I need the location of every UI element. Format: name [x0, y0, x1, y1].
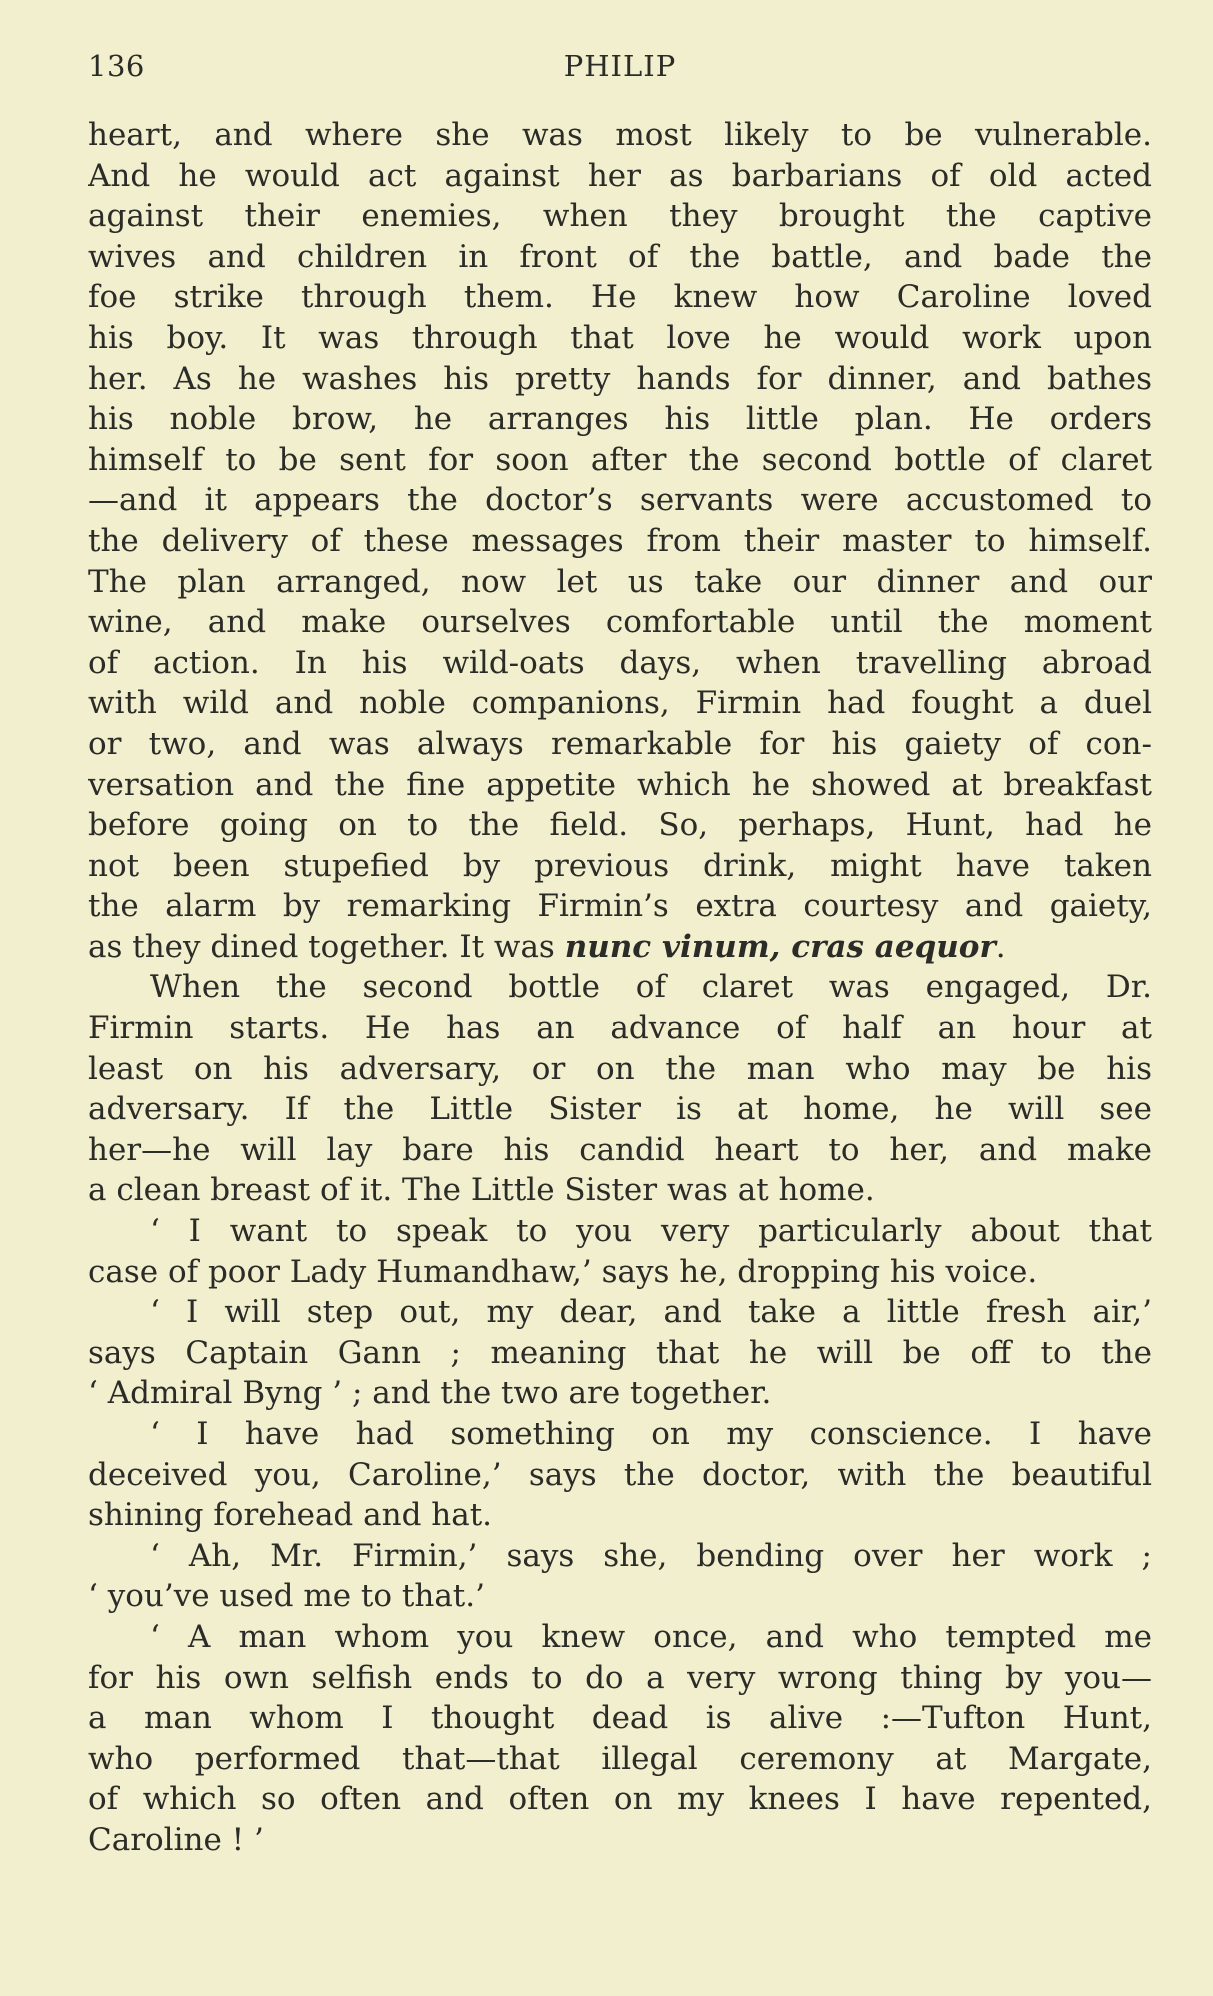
paragraph-start-line: ‘ I will step out, my dear, and take a little fresh air,’ [150, 1294, 1152, 1331]
text-segment: as they dined together. It was [88, 928, 565, 965]
text-line: of action. In his wild-oats days, when travelling abroad [88, 644, 1152, 681]
text-line: versation and the fine appetite which he showed at breakfast [88, 766, 1152, 803]
text-line: a clean breast of it. The Little Sister was at home. [88, 1172, 875, 1209]
text-line: says Captain Gann ; meaning that he will be off to the [88, 1334, 1152, 1371]
running-head: PHILIP [563, 49, 677, 83]
page-header [88, 46, 1152, 86]
text-line: Firmin starts. He has an advance of half an hour at [88, 1010, 1152, 1047]
text-line: himself to be sent for soon after the second bottle of claret [88, 441, 1152, 478]
text-line: against their enemies, when they brought the captive [88, 198, 1152, 235]
text-line: of which so often and often on my knees I have repented, [88, 1781, 1152, 1818]
text-line: before going on to the field. So, perhaps, Hunt, had he [88, 807, 1152, 844]
paragraph-start-line: ‘ I have had something on my conscience. I have [150, 1416, 1152, 1452]
text-line: wives and children in front of the battle, and bade the [88, 238, 1152, 275]
text-line: wine, and make ourselves comfortable until the moment [88, 604, 1152, 641]
text-line: for his own selfish ends to do a very wrong thing by you— [88, 1659, 1152, 1696]
text-line: ‘ Admiral Byng ’ ; and the two are together. [88, 1375, 772, 1412]
text-line: or two, and was always remarkable for his gaiety of con- [88, 725, 1152, 762]
text-line: foe strike through them. He knew how Caroline loved [88, 279, 1152, 316]
text-line: —and it appears the doctor’s servants were accustomed to [88, 482, 1152, 519]
page-number: 136 [88, 49, 145, 83]
text-line: the delivery of these messages from their master to himself. [88, 522, 1152, 559]
text-line-with-italic [88, 927, 1152, 968]
text-line: his noble brow, he arranges his little plan. He orders [88, 401, 1152, 438]
text-line: case of poor Lady Humandhaw,’ says he, dropping his voice. [88, 1253, 1038, 1290]
paragraph-start-line: ‘ Ah, Mr. Firmin,’ says she, bending over her work ; [150, 1537, 1152, 1574]
text-line: The plan arranged, now let us take our dinner and our [88, 563, 1152, 600]
text-line: who performed that—that illegal ceremony at Margate, [88, 1740, 1152, 1777]
paragraph-start-line: ‘ A man whom you knew once, and who tempted me [150, 1618, 1152, 1655]
text-line: deceived you, Caroline,’ says the doctor, with the beautiful [88, 1456, 1152, 1493]
text-line: her. As he washes his pretty hands for dinner, and bathes [88, 360, 1152, 397]
paragraph-start-line: ‘ I want to speak to you very particularly about that [150, 1213, 1152, 1250]
text-line: shining forehead and hat. [88, 1497, 493, 1534]
text-line: Caroline ! ’ [88, 1821, 264, 1858]
body-text [88, 115, 1152, 1861]
text-line: And he would act against her as barbarians of old acted [88, 157, 1152, 194]
text-line: ‘ you’ve used me to that.’ [88, 1578, 485, 1615]
text-line: adversary. If the Little Sister is at home, he will see [88, 1091, 1152, 1128]
text-line: the alarm by remarking Firmin’s extra courtesy and gaiety, [88, 888, 1152, 925]
text-line: not been stupefied by previous drink, might have taken [88, 847, 1152, 884]
text-line: heart, and where she was most likely to be vulnerable. [88, 117, 1152, 153]
text-line: least on his adversary, or on the man who may be his [88, 1050, 1152, 1087]
text-line: her—he will lay bare his candid heart to her, and make [88, 1131, 1152, 1168]
paragraph-start-line: When the second bottle of claret was engaged, Dr. [150, 969, 1152, 1006]
text-line: a man whom I thought dead is alive :—Tufton Hunt, [88, 1700, 1152, 1737]
text-line: with wild and noble companions, Firmin had fought a duel [88, 685, 1152, 722]
italic-phrase: nunc vinum, cras aequor [564, 928, 996, 965]
text-line: his boy. It was through that love he would work upon [88, 319, 1152, 356]
italic-phrase-end: . [995, 928, 1006, 965]
